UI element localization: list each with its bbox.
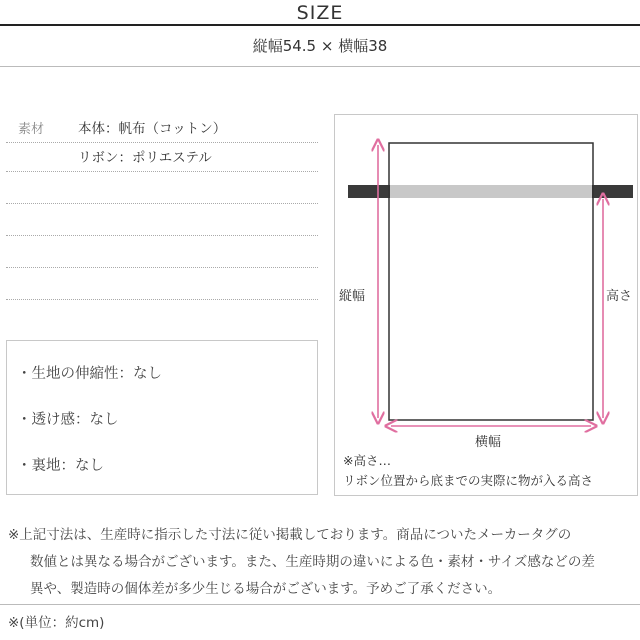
diagram-note-body: リボン位置から底までの実際に物が入る高さ — [343, 473, 594, 488]
property-lining: ・裏地：なし — [17, 458, 104, 474]
disclaimer-line: ※上記寸法は、生産時に指示した寸法に従い掲載しております。商品についたメーカータグの — [8, 527, 572, 543]
material-value: リボン：ポリエステル — [78, 150, 212, 166]
diagram-note-title: ※高さ… — [343, 453, 391, 468]
header-divider — [0, 66, 640, 67]
title-divider — [0, 24, 640, 26]
disclaimer-line: 異や、製造時の個体差が多少生じる場合がございます。予めご了承ください。 — [30, 581, 502, 597]
material-row — [6, 175, 318, 204]
width-label: 横幅 — [475, 435, 502, 450]
fabric-properties-box — [6, 340, 318, 495]
material-label: 素材 — [18, 122, 45, 137]
material-row — [6, 207, 318, 236]
material-row — [6, 114, 318, 143]
disclaimer-line: 数値とは異なる場合がございます。また、生産時期の違いによる色・素材・サイズ感などの差 — [30, 554, 595, 570]
size-diagram — [334, 114, 638, 496]
dimensions-summary: 縦幅54.5 × 横幅38 — [252, 37, 388, 55]
footer-divider — [0, 604, 640, 605]
material-row — [6, 271, 318, 300]
unit-note: ※(単位：約cm) — [8, 615, 105, 631]
depth-label: 高さ — [606, 289, 633, 304]
material-row — [6, 239, 318, 268]
measurement-disclaimer — [8, 522, 636, 603]
property-stretch: ・生地の伸縮性：なし — [17, 366, 162, 382]
bag-outline — [389, 143, 593, 420]
size-title: SIZE — [296, 2, 344, 24]
ribbon-channel — [390, 185, 592, 198]
height-label: 縦幅 — [339, 289, 366, 304]
material-row — [6, 143, 318, 172]
property-transparency: ・透け感：なし — [17, 412, 119, 428]
material-value: 本体：帆布（コットン） — [78, 121, 227, 137]
